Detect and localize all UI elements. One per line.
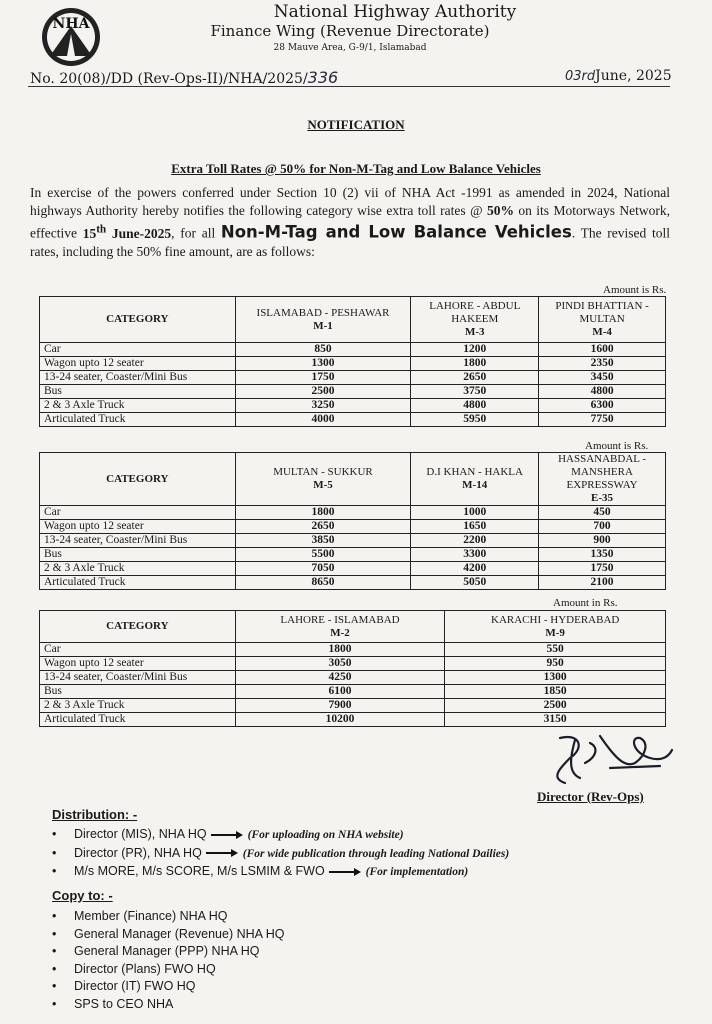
route-header: LAHORE - ISLAMABAD M-2 [235,611,445,643]
list-item: • M/s MORE, M/s SCORE, M/s LSMIM & FWO (For implementation) [52,863,509,882]
org-name: National Highway Authority [273,2,517,22]
list-item: • Member (Finance) NHA HQ [52,908,285,926]
list-item: • Director (Plans) FWO HQ [52,961,285,979]
page-title: NOTIFICATION [307,117,405,132]
table-header-row [40,453,666,506]
list-item: • SPS to CEO NHA [52,996,285,1014]
list-item: • Director (IT) FWO HQ [52,978,285,996]
copy-to-heading: Copy to: - [52,888,113,903]
route-header: HASSANABDAL - MANSHERA EXPRESSWAY E-35 [539,453,666,506]
date-handwritten: 03rd [565,69,596,84]
list-item: • General Manager (PPP) NHA HQ [52,943,285,961]
route-header: PINDI BHATTIAN - MULTAN M-4 [539,297,666,343]
toll-table-2 [39,452,666,590]
ref-no-text: No. 20(08)/DD (Rev-Ops-II)/NHA/2025/ [30,71,308,87]
header-rule [28,86,670,87]
date-text: June, 2025 [595,68,672,84]
table-row: Bus 2500 3750 4800 [40,385,666,399]
table-row: 2 & 3 Axle Truck 7900 2500 [40,699,666,713]
category-header: CATEGORY [40,611,236,643]
list-item: • Director (PR), NHA HQ (For wide publication through leading National Dailies) [52,845,509,864]
signatory-title: Director (Rev-Ops) [537,789,644,804]
reference-number [30,68,338,87]
table-row: Articulated Truck 8650 5050 2100 [40,576,666,590]
table-header-row [40,611,666,643]
ref-handwritten: 336 [307,68,339,87]
list-item: • Director (MIS), NHA HQ (For uploading on NHA website) [52,826,509,845]
list-item: • General Manager (Revenue) NHA HQ [52,926,285,944]
table-row: Bus 5500 3300 1350 [40,548,666,562]
signature [540,728,680,790]
toll-table-3 [39,610,666,727]
amount-note-1: Amount is Rs. [603,284,667,296]
table-row: Wagon upto 12 seater 1300 1800 2350 [40,357,666,371]
arrow-right-icon [328,867,362,877]
issue-date [565,68,672,84]
table-row: 13-24 seater, Coaster/Mini Bus 3850 2200 900 [40,534,666,548]
distribution-list [52,826,509,882]
table-row: Car 1800 550 [40,643,666,657]
logo-text: NHA [52,16,90,32]
table-row: Wagon upto 12 seater 2650 1650 700 [40,520,666,534]
amount-note-3: Amount in Rs. [553,597,618,609]
body-paragraph: In exercise of the powers conferred under Section 10 (2) vii of NHA Act -1991 as amended in 2024, National highways Authority hereby notifies the following category wise extra toll rates @ 50% on its Motorways Network, effective 15th June-2025, for all Non-M-Tag and Low Balance Vehicles. The revised toll rates, including the 50% fine amount, are as follows: [30,185,671,259]
route-header: ISLAMABAD - PESHAWAR M-1 [235,297,411,343]
route-header: LAHORE - ABDUL HAKEEM M-3 [411,297,539,343]
table-row: Wagon upto 12 seater 3050 950 [40,657,666,671]
route-header: D.I KHAN - HAKLA M-14 [411,453,539,506]
route-header: KARACHI - HYDERABAD M-9 [445,611,666,643]
category-header: CATEGORY [40,453,236,506]
nha-logo [40,6,102,68]
table-row: Bus 6100 1850 [40,685,666,699]
table-row: 2 & 3 Axle Truck 7050 4200 1750 [40,562,666,576]
table-row: Articulated Truck 4000 5950 7750 [40,413,666,427]
table-row: 13-24 seater, Coaster/Mini Bus 1750 2650 3450 [40,371,666,385]
table-row: Car 1800 1000 450 [40,506,666,520]
copy-to-list [52,908,285,1013]
org-address: 28 Mauve Area, G-9/1, Islamabad [273,43,427,53]
table-row: Articulated Truck 10200 3150 [40,713,666,727]
table-row: 2 & 3 Axle Truck 3250 4800 6300 [40,399,666,413]
arrow-right-icon [205,848,239,858]
table-row: Car 850 1200 1600 [40,343,666,357]
amount-note-2: Amount is Rs. [585,440,649,452]
arrow-right-icon [210,830,244,840]
toll-table-1 [39,296,666,427]
route-header: MULTAN - SUKKUR M-5 [235,453,411,506]
category-header: CATEGORY [40,297,236,343]
table-header-row [40,297,666,343]
wing-name: Finance Wing (Revenue Directorate) [210,22,490,40]
table-row: 13-24 seater, Coaster/Mini Bus 4250 1300 [40,671,666,685]
distribution-heading: Distribution: - [52,807,138,822]
subject-line: Extra Toll Rates @ 50% for Non-M-Tag and Low Balance Vehicles [171,161,541,176]
